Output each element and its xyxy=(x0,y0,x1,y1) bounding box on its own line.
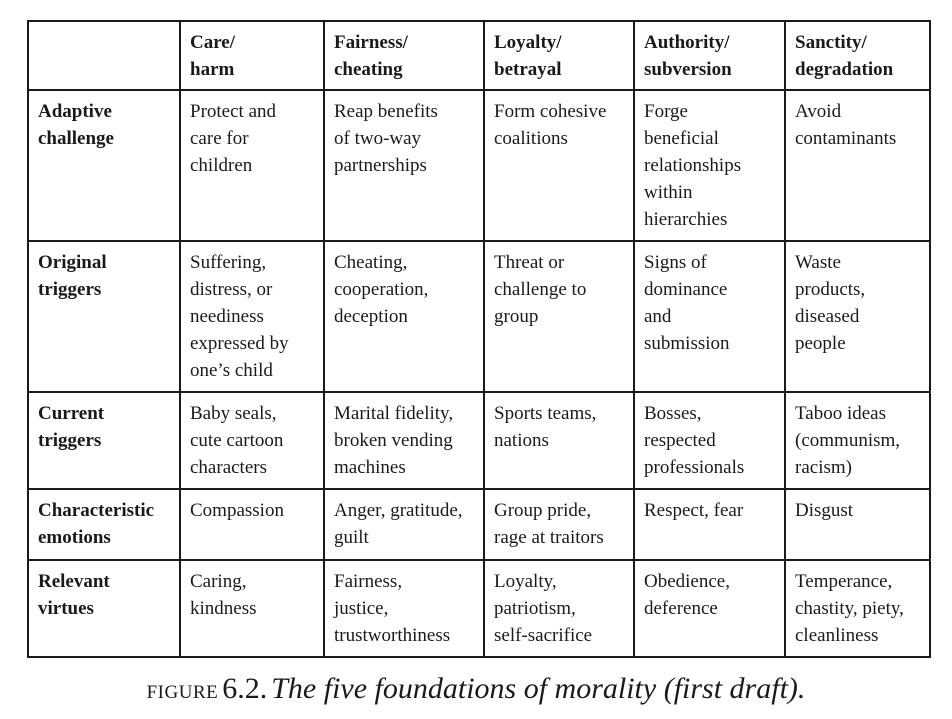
table-cell: Forge beneficial relationships within hierarchies xyxy=(634,90,785,241)
table-cell: Respect, fear xyxy=(634,489,785,560)
table-cell: Sports teams, nations xyxy=(484,392,634,489)
figure-label: FIGURE xyxy=(146,682,219,703)
row-header-current-triggers: Current triggers xyxy=(28,392,180,489)
table-row-adaptive-challenge xyxy=(28,90,930,241)
table-cell: Waste products, diseased people xyxy=(785,241,930,392)
table-cell: Bosses, respected professionals xyxy=(634,392,785,489)
table-cell: Temperance, chastity, piety, cleanliness xyxy=(785,560,930,657)
foundations-table-container xyxy=(27,20,929,658)
table-row-original-triggers xyxy=(28,241,930,392)
row-header-characteristic-emotions: Characteristic emotions xyxy=(28,489,180,560)
header-cell-sanctity-degradation: Sanctity/ degradation xyxy=(785,21,930,90)
table-row-relevant-virtues xyxy=(28,560,930,657)
table-header-row xyxy=(28,21,930,90)
table-cell: Signs of dominance and submission xyxy=(634,241,785,392)
table-cell: Disgust xyxy=(785,489,930,560)
header-cell-authority-subversion: Authority/ subversion xyxy=(634,21,785,90)
table-cell: Threat or challenge to group xyxy=(484,241,634,392)
table-cell: Loyalty, patriotism, self-sacrifice xyxy=(484,560,634,657)
table-cell: Group pride, rage at traitors xyxy=(484,489,634,560)
table-cell: Baby seals, cute cartoon characters xyxy=(180,392,324,489)
table-cell: Marital fidelity, broken vending machines xyxy=(324,392,484,489)
foundations-table xyxy=(27,20,931,658)
table-cell: Protect and care for children xyxy=(180,90,324,241)
figure-number: 6.2. xyxy=(222,672,268,705)
row-header-relevant-virtues: Relevant virtues xyxy=(28,560,180,657)
header-cell-empty xyxy=(28,21,180,90)
table-cell: Obedience, deference xyxy=(634,560,785,657)
table-cell: Fairness, justice, trustworthiness xyxy=(324,560,484,657)
table-cell: Reap benefits of two-way partnerships xyxy=(324,90,484,241)
table-cell: Form cohesive coalitions xyxy=(484,90,634,241)
table-cell: Cheating, cooperation, deception xyxy=(324,241,484,392)
table-row-current-triggers xyxy=(28,392,930,489)
table-cell: Caring, kindness xyxy=(180,560,324,657)
header-cell-loyalty-betrayal: Loyalty/ betrayal xyxy=(484,21,634,90)
header-cell-care-harm: Care/ harm xyxy=(180,21,324,90)
row-header-original-triggers: Original triggers xyxy=(28,241,180,392)
figure-title: The five foundations of morality (first draft). xyxy=(271,672,806,705)
header-cell-fairness-cheating: Fairness/ cheating xyxy=(324,21,484,90)
table-cell: Compassion xyxy=(180,489,324,560)
table-cell: Avoid contaminants xyxy=(785,90,930,241)
figure-caption xyxy=(0,672,952,706)
table-cell: Taboo ideas (communism, racism) xyxy=(785,392,930,489)
table-cell: Anger, gratitude, guilt xyxy=(324,489,484,560)
table-row-characteristic-emotions xyxy=(28,489,930,560)
row-header-adaptive-challenge: Adaptive challenge xyxy=(28,90,180,241)
table-cell: Suffering, distress, or neediness expressed by one’s child xyxy=(180,241,324,392)
